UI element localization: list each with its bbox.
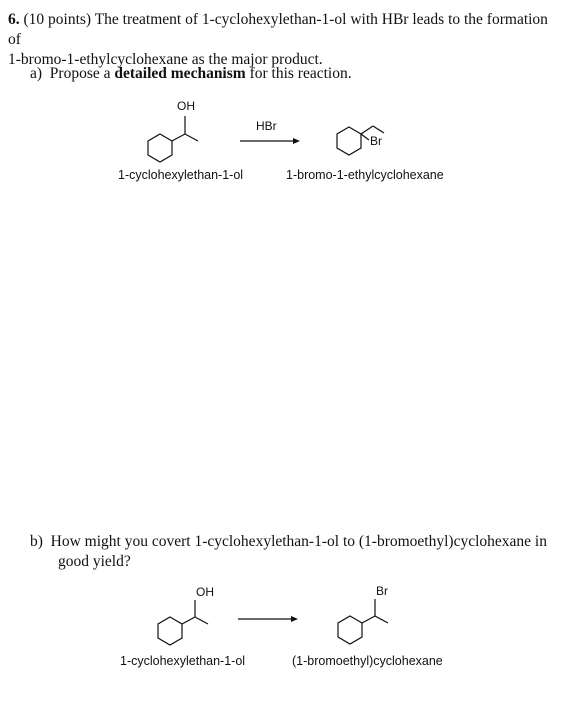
scheme-b-product-label: (1-bromoethyl)cyclohexane [292, 654, 443, 668]
part-a-prefix: a) [30, 65, 43, 82]
scheme-a-reactant-group: OH [177, 99, 195, 113]
scheme-b-reactant-label: 1-cyclohexylethan-1-ol [120, 654, 246, 668]
question-line-1-text: The treatment of 1-cyclohexylethan-1-ol with HBr leads to the formation of [8, 11, 548, 48]
scheme-b-reactant-group: OH [196, 585, 214, 599]
part-b-line-1: How might you covert 1-cyclohexylethan-1-ol to (1-bromoethyl)cyclohexane in [50, 533, 547, 550]
scheme-a-reactant-structure [148, 116, 198, 162]
part-b-prompt [30, 532, 550, 572]
question-points: (10 points) [23, 11, 92, 28]
cyclohexane-ring [148, 134, 172, 162]
scheme-b-reactant-structure [158, 600, 208, 645]
scheme-b-product-group: Br [376, 584, 388, 598]
scheme-a-reagent: HBr [256, 119, 277, 133]
scheme-a-arrow [240, 138, 300, 144]
scheme-a-product-label: 1-bromo-1-ethylcyclohexane [286, 168, 444, 182]
question-number: 6. [8, 11, 20, 28]
cyclohexane-ring [158, 617, 182, 645]
part-a-text-after: for this reaction. [249, 65, 352, 82]
scheme-b-arrow [238, 616, 298, 622]
scheme-b-product-structure [338, 599, 388, 644]
part-a-bold: detailed mechanism [114, 65, 246, 82]
part-a-text-before: Propose a [49, 65, 111, 82]
scheme-a-product-group: Br [370, 134, 382, 148]
part-b-line-2: good yield? [58, 553, 131, 570]
part-b-prefix: b) [30, 533, 43, 550]
scheme-a-reactant-label: 1-cyclohexylethan-1-ol [118, 168, 244, 182]
cyclohexane-ring [337, 127, 361, 155]
cyclohexane-ring [338, 616, 362, 644]
question-line-2: 1-bromo-1-ethylcyclohexane as the major product. [8, 51, 323, 68]
